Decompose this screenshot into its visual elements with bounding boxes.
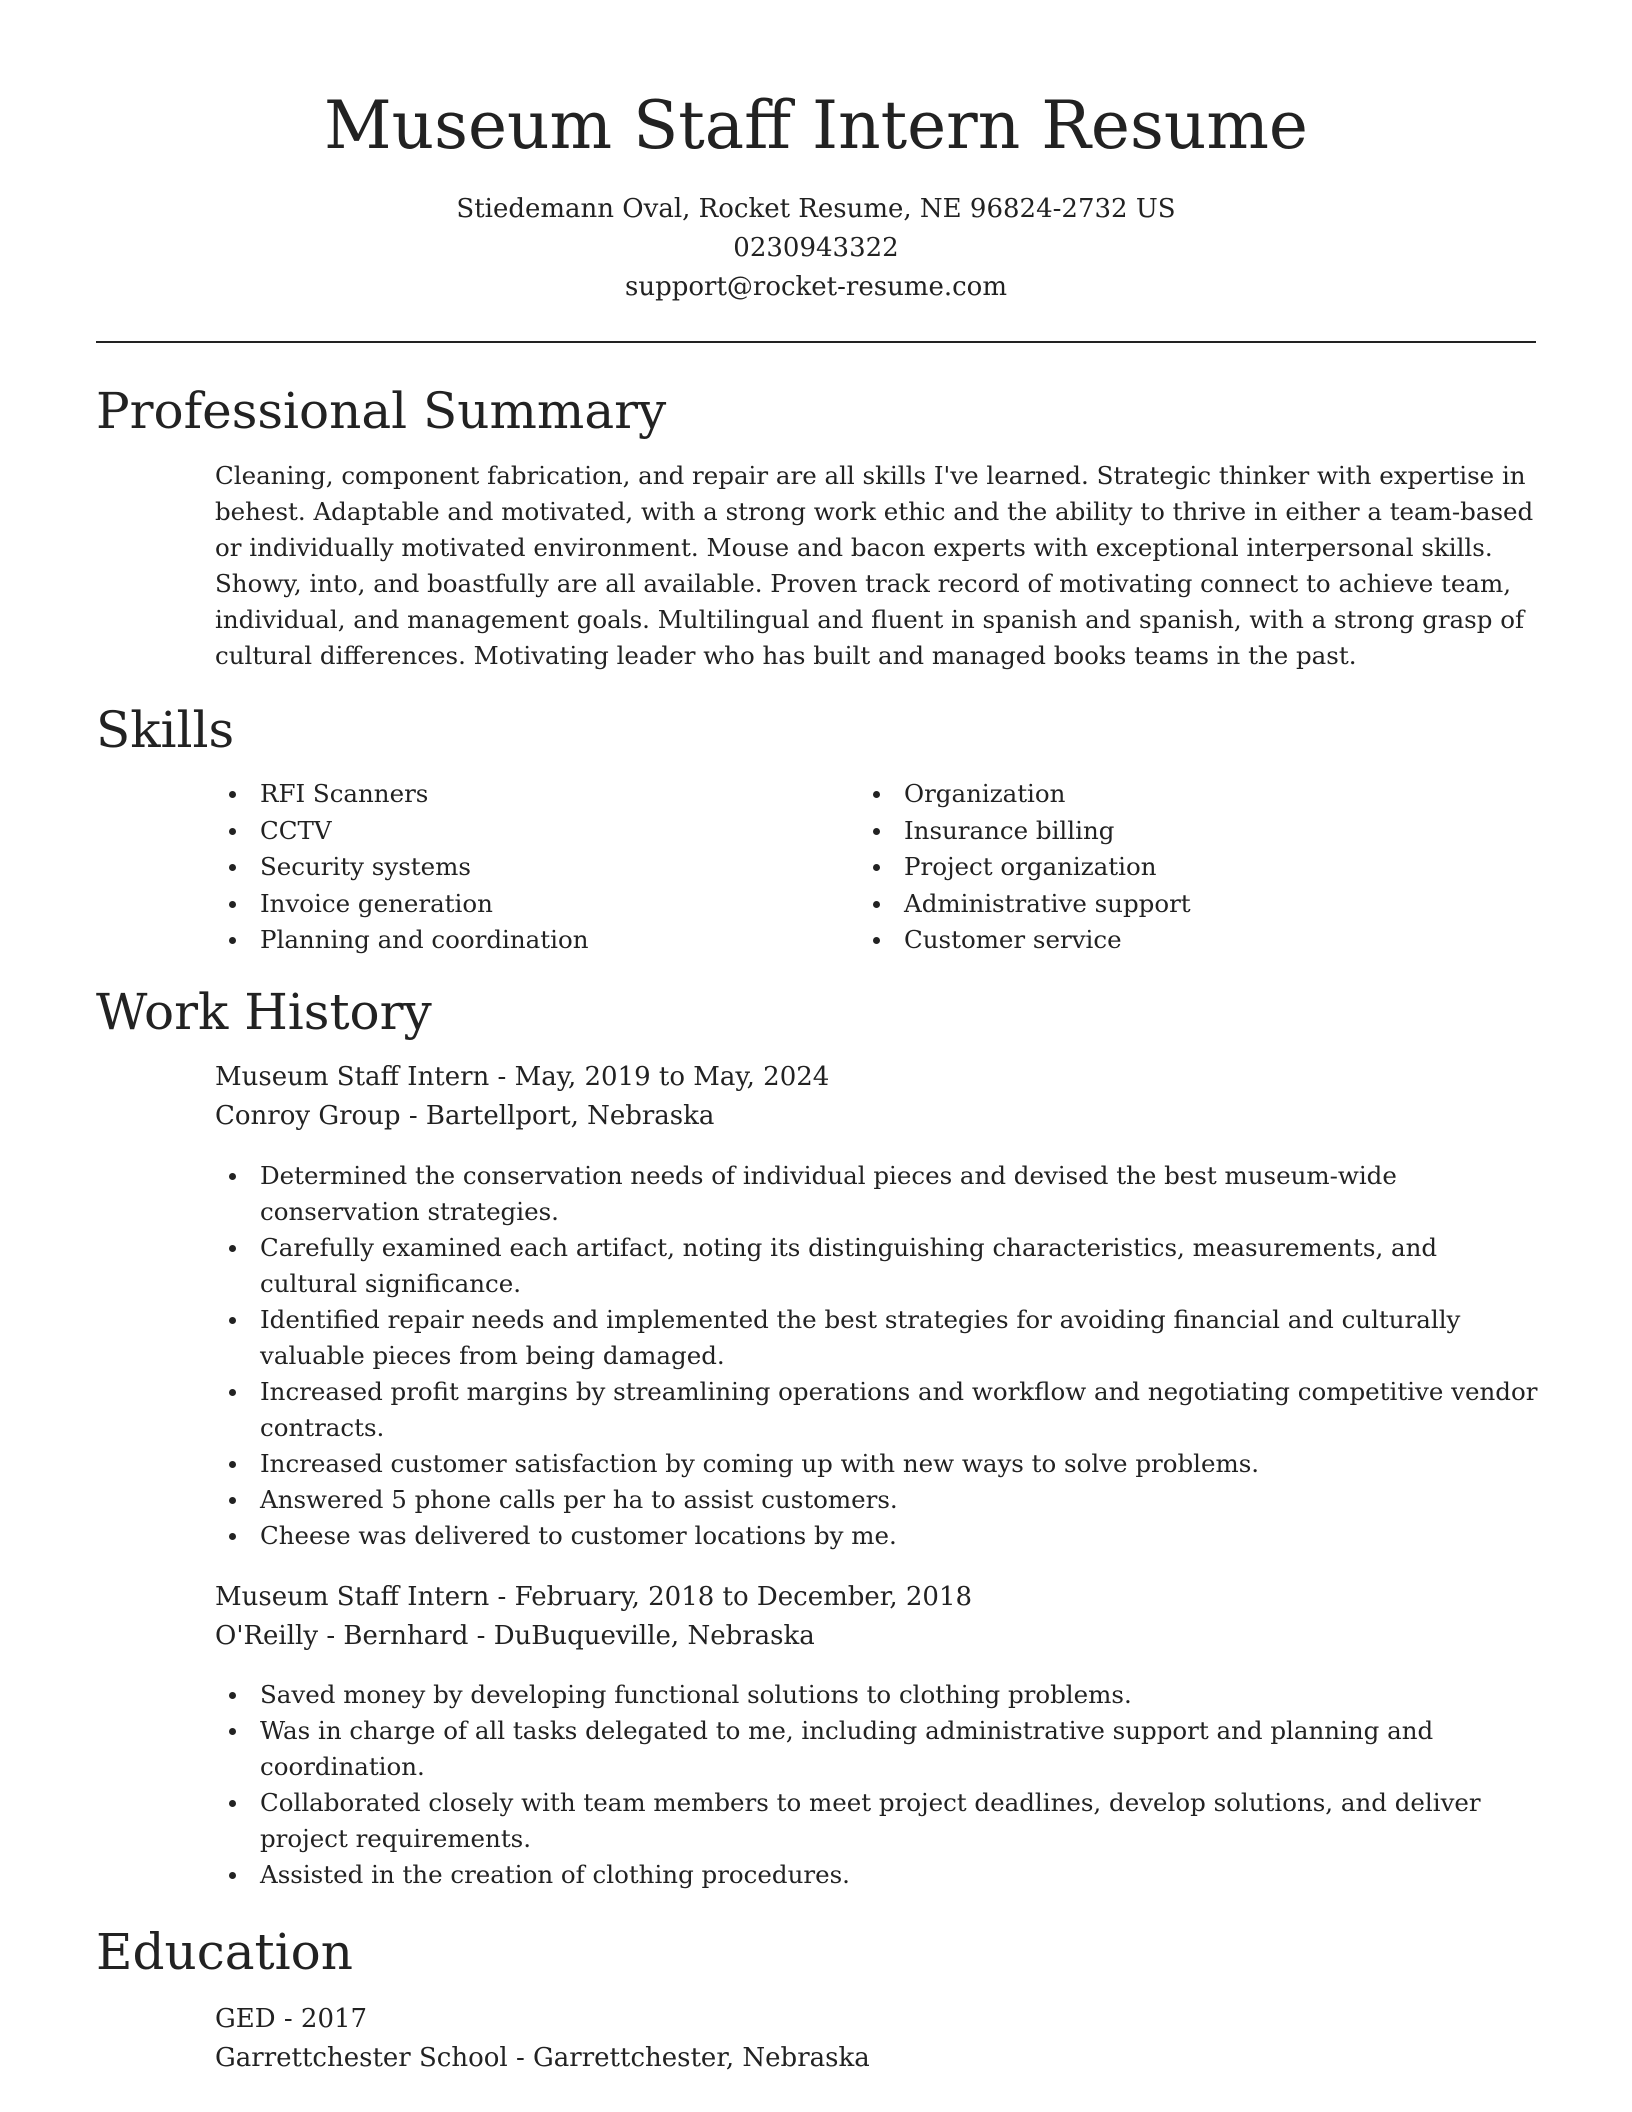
skills-column-right: [859, 776, 1499, 959]
education-entry: [215, 2000, 1540, 2078]
skills-column-left: [215, 776, 855, 959]
job-duty: Collaborated closely with team members to meet project deadlines, develop solutions, and deliver project requirements.: [215, 1785, 1540, 1857]
job-duties-list: [215, 1677, 1540, 1893]
skill-item: Customer service: [859, 922, 1499, 959]
contact-phone: 0230943322: [733, 233, 899, 263]
job-location: - DuBuqueville, Nebraska: [468, 1621, 815, 1651]
job-title-line: [215, 1578, 1540, 1617]
resume-title: Museum Staff Intern Resume: [323, 87, 1308, 164]
skill-item: Administrative support: [859, 886, 1499, 923]
job-dates: - February, 2018 to December, 2018: [489, 1582, 973, 1612]
skill-item: RFI Scanners: [215, 776, 855, 813]
work-history-heading: Work History: [96, 983, 432, 1041]
job-dates: - May, 2019 to May, 2024: [489, 1062, 830, 1092]
bullet-icon: [229, 1173, 236, 1180]
job-company-line: [215, 1617, 1540, 1656]
bullet-icon: [229, 1728, 236, 1735]
bullet-icon: [229, 1692, 236, 1699]
bullet-icon: [229, 864, 236, 871]
education-year: - 2017: [275, 2004, 368, 2034]
job-bullets: [215, 1158, 1540, 1554]
job-title: Museum Staff Intern: [215, 1582, 490, 1612]
job-company-line: [215, 1097, 1540, 1136]
bullet-icon: [229, 791, 236, 798]
contact-block: [96, 190, 1536, 307]
bullet-icon: [229, 1800, 236, 1807]
bullet-icon: [873, 901, 880, 908]
bullet-icon: [229, 1461, 236, 1468]
education-degree: GED: [215, 2004, 276, 2034]
job-duty: Carefully examined each artifact, noting its distinguishing characteristics, measurements, and cultural significance.: [215, 1230, 1540, 1302]
job-duty: Saved money by developing functional solutions to clothing problems.: [215, 1677, 1540, 1713]
bullet-icon: [229, 901, 236, 908]
job-duty: Increased profit margins by streamlining operations and workflow and negotiating competitive vendor contracts.: [215, 1374, 1540, 1446]
resume-header: [96, 84, 1536, 307]
job-company: O'Reilly - Bernhard: [215, 1621, 469, 1651]
contact-email: support@rocket-resume.com: [624, 272, 1007, 302]
bullet-icon: [229, 1317, 236, 1324]
skills-list-right: [859, 776, 1499, 959]
skill-item: Insurance billing: [859, 813, 1499, 850]
skill-item: Organization: [859, 776, 1499, 813]
skill-item: CCTV: [215, 813, 855, 850]
job-duty: Assisted in the creation of clothing procedures.: [215, 1857, 1540, 1893]
job-duty: Determined the conservation needs of individual pieces and devised the best museum-wide conservation strategies.: [215, 1158, 1540, 1230]
skills-list-left: [215, 776, 855, 959]
header-divider: [96, 341, 1536, 343]
job-entry: [215, 1578, 1540, 1656]
bullet-icon: [229, 1389, 236, 1396]
bullet-icon: [229, 1497, 236, 1504]
bullet-icon: [229, 828, 236, 835]
bullet-icon: [873, 791, 880, 798]
job-duty: Was in charge of all tasks delegated to me, including administrative support and planning and coordination.: [215, 1713, 1540, 1785]
job-duty: Increased customer satisfaction by coming up with new ways to solve problems.: [215, 1446, 1540, 1482]
job-entry: [215, 1058, 1540, 1136]
education-degree-line: [215, 2000, 1540, 2039]
job-company: Conroy Group: [215, 1101, 401, 1131]
bullet-icon: [873, 828, 880, 835]
education-location: - Garrettchester, Nebraska: [507, 2043, 870, 2073]
contact-address: Stiedemann Oval, Rocket Resume, NE 96824-2732 US: [456, 194, 1176, 224]
job-title: Museum Staff Intern: [215, 1062, 490, 1092]
skill-item: Planning and coordination: [215, 922, 855, 959]
summary-heading: Professional Summary: [96, 382, 667, 440]
job-bullets: [215, 1677, 1540, 1893]
job-location: - Bartellport, Nebraska: [400, 1101, 715, 1131]
bullet-icon: [229, 1533, 236, 1540]
education-school: Garrettchester School: [215, 2043, 508, 2073]
bullet-icon: [873, 864, 880, 871]
skill-item: Invoice generation: [215, 886, 855, 923]
bullet-icon: [873, 937, 880, 944]
summary-text: Cleaning, component fabrication, and repair are all skills I've learned. Strategic thinker with expertise in behest. Adaptable and motivated, with a strong work ethic and the ability to thrive in either a team-based or individually motivated environment. Mouse and bacon experts with exceptional interpersonal skills. Showy, into, and boastfully are all available. Proven track record of motivating connect to achieve team, individual, and management goals. Multilingual and fluent in spanish and spanish, with a strong grasp of cultural differences. Motivating leader who has built and managed books teams in the past.: [215, 461, 1534, 670]
bullet-icon: [229, 1872, 236, 1879]
skill-item: Project organization: [859, 849, 1499, 886]
education-school-line: [215, 2039, 1540, 2078]
skills-heading: Skills: [96, 701, 235, 759]
bullet-icon: [229, 937, 236, 944]
bullet-icon: [229, 1245, 236, 1252]
job-title-line: [215, 1058, 1540, 1097]
skill-item: Security systems: [215, 849, 855, 886]
job-duty: Answered 5 phone calls per ha to assist customers.: [215, 1482, 1540, 1518]
job-duties-list: [215, 1158, 1540, 1554]
job-duty: Identified repair needs and implemented the best strategies for avoiding financial and culturally valuable pieces from being damaged.: [215, 1302, 1540, 1374]
education-heading: Education: [96, 1923, 353, 1981]
job-duty: Cheese was delivered to customer locations by me.: [215, 1518, 1540, 1554]
